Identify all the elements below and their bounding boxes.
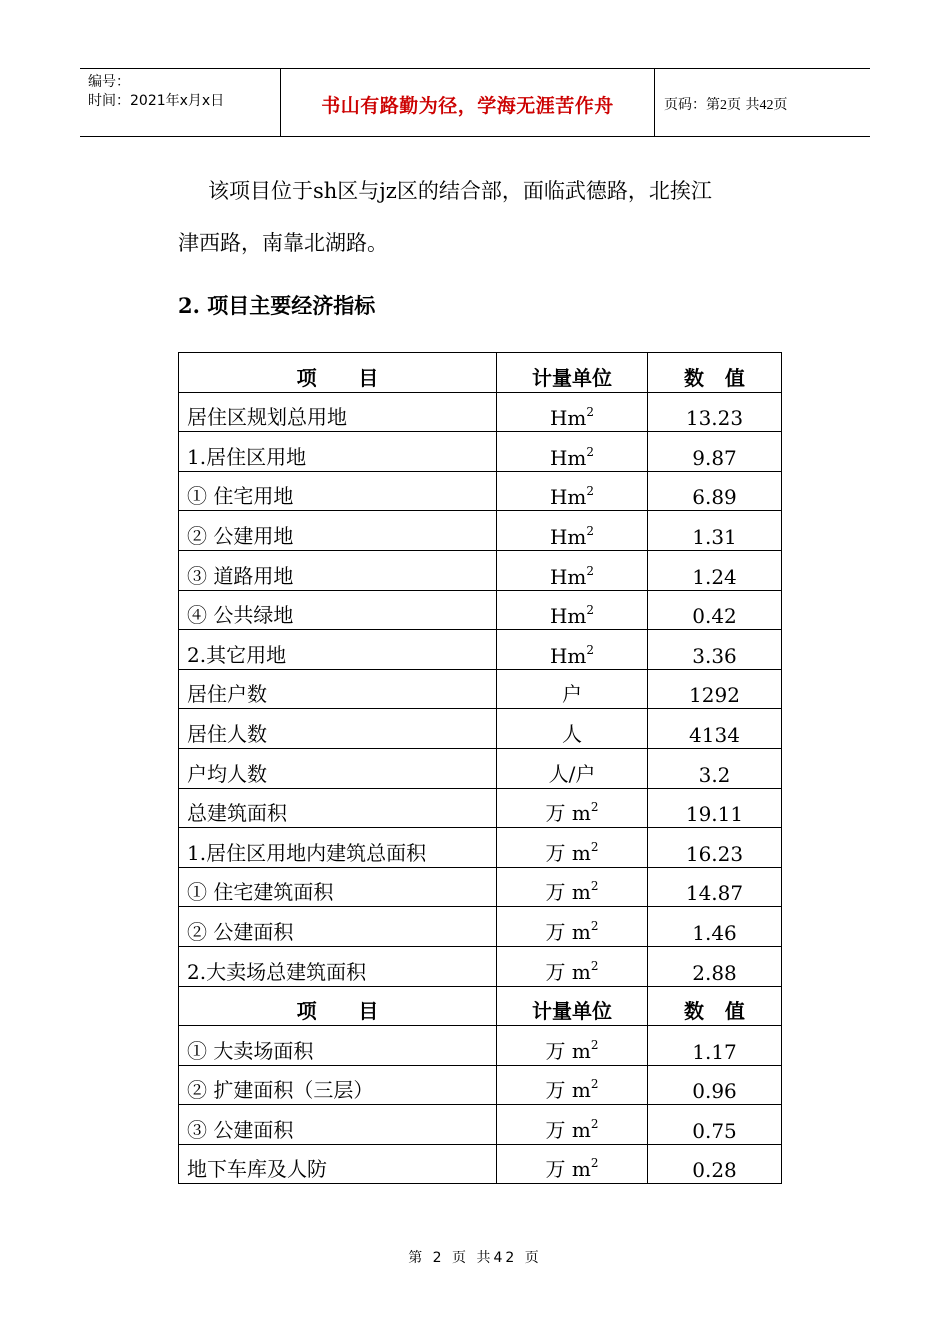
header-time-label: 时间：2021年x月x日 <box>88 93 225 109</box>
header-page-mid: 页 共 <box>727 97 760 113</box>
row-value: 13.23 <box>648 392 782 432</box>
unit-base: 户 <box>562 682 582 707</box>
unit-superscript: 2 <box>590 839 599 854</box>
row-value: 3.2 <box>648 748 782 788</box>
table-row <box>179 946 782 986</box>
row-item: 1.居住区用地 <box>179 432 497 472</box>
row-item: ② 公建面积 <box>179 907 497 947</box>
unit-superscript: 2 <box>590 1156 599 1171</box>
row-unit <box>497 669 648 709</box>
row-value: 0.75 <box>648 1105 782 1145</box>
row-value: 0.42 <box>648 590 782 630</box>
row-unit <box>497 432 648 472</box>
table-row <box>179 511 782 551</box>
row-value: 4134 <box>648 709 782 749</box>
page-header <box>80 68 870 137</box>
table-row <box>179 748 782 788</box>
unit-base: 人 <box>562 721 582 746</box>
unit-base: 万 m <box>545 1078 591 1103</box>
row-value: 0.96 <box>648 1065 782 1105</box>
page-footer <box>0 1247 950 1267</box>
row-unit <box>497 471 648 511</box>
table-row <box>179 432 782 472</box>
row-unit <box>497 946 648 986</box>
table-row <box>179 630 782 670</box>
row-item: 户均人数 <box>179 748 497 788</box>
unit-superscript: 2 <box>590 1116 599 1131</box>
unit-superscript: 2 <box>586 563 595 578</box>
row-value: 1.24 <box>648 550 782 590</box>
table-header-row <box>179 986 782 1026</box>
unit-superscript: 2 <box>586 405 595 420</box>
row-unit <box>497 748 648 788</box>
unit-superscript: 2 <box>586 642 595 657</box>
unit-base: Hm <box>549 604 587 629</box>
row-item: 2.其它用地 <box>179 630 497 670</box>
row-value: 9.87 <box>648 432 782 472</box>
header-code-label: 编号： <box>88 74 130 90</box>
row-unit <box>497 392 648 432</box>
header-page-number: 2 <box>720 98 727 113</box>
row-item: ② 公建用地 <box>179 511 497 551</box>
table-row <box>179 1144 782 1184</box>
row-item: ② 扩建面积（三层） <box>179 1065 497 1105</box>
unit-base: 万 m <box>545 880 591 905</box>
unit-base: 万 m <box>545 1038 591 1063</box>
unit-superscript: 2 <box>586 523 595 538</box>
row-unit <box>497 788 648 828</box>
row-value: 1.17 <box>648 1026 782 1066</box>
row-item: 地下车库及人防 <box>179 1144 497 1184</box>
header-page-suffix: 页 <box>773 97 788 113</box>
row-value: 19.11 <box>648 788 782 828</box>
unit-superscript: 2 <box>586 444 595 459</box>
row-unit <box>497 828 648 868</box>
header-divider <box>654 69 655 136</box>
unit-superscript: 2 <box>590 958 599 973</box>
row-unit <box>497 867 648 907</box>
row-item: ① 住宅用地 <box>179 471 497 511</box>
table-row <box>179 788 782 828</box>
row-item: 居住户数 <box>179 669 497 709</box>
table-row <box>179 867 782 907</box>
header-meta <box>88 73 224 111</box>
header-unit: 计量单位 <box>497 986 648 1026</box>
header-motto: 书山有路勤为径，学海无涯苦作舟 <box>321 95 614 117</box>
unit-superscript: 2 <box>590 800 599 815</box>
unit-superscript: 2 <box>590 1077 599 1092</box>
table-header-row <box>179 353 782 393</box>
unit-base: Hm <box>549 406 587 431</box>
row-item: 2.大卖场总建筑面积 <box>179 946 497 986</box>
unit-base: 人/户 <box>548 761 596 786</box>
row-unit <box>497 709 648 749</box>
unit-base: 万 m <box>545 1117 591 1142</box>
row-value: 1.46 <box>648 907 782 947</box>
table-row <box>179 471 782 511</box>
unit-base: Hm <box>549 524 587 549</box>
row-item: ③ 道路用地 <box>179 550 497 590</box>
row-unit <box>497 1144 648 1184</box>
row-item: 居住人数 <box>179 709 497 749</box>
row-item: 总建筑面积 <box>179 788 497 828</box>
header-item: 项 目 <box>179 986 497 1026</box>
location-paragraph <box>178 165 818 269</box>
row-unit <box>497 1105 648 1145</box>
paragraph-line: 津西路，南靠北湖路。 <box>178 231 388 255</box>
unit-base: Hm <box>549 643 587 668</box>
unit-superscript: 2 <box>586 603 595 618</box>
header-item: 项 目 <box>179 353 497 393</box>
unit-superscript: 2 <box>590 918 599 933</box>
row-unit <box>497 550 648 590</box>
unit-superscript: 2 <box>590 1037 599 1052</box>
row-value: 6.89 <box>648 471 782 511</box>
unit-base: Hm <box>549 564 587 589</box>
table-row <box>179 669 782 709</box>
row-value: 1292 <box>648 669 782 709</box>
row-unit <box>497 511 648 551</box>
table-row <box>179 1026 782 1066</box>
table-row <box>179 907 782 947</box>
header-unit: 计量单位 <box>497 353 648 393</box>
header-value: 数 值 <box>648 986 782 1026</box>
paragraph-line: 该项目位于sh区与jz区的结合部，面临武德路，北挨江 <box>208 179 712 203</box>
row-value: 16.23 <box>648 828 782 868</box>
unit-base: 万 m <box>545 801 591 826</box>
table-row <box>179 590 782 630</box>
footer-prefix: 第 <box>408 1250 426 1266</box>
row-item: ④ 公共绿地 <box>179 590 497 630</box>
row-item: ① 住宅建筑面积 <box>179 867 497 907</box>
section-title: 2. 项目主要经济指标 <box>178 293 376 318</box>
row-unit <box>497 907 648 947</box>
unit-base: 万 m <box>545 840 591 865</box>
unit-base: 万 m <box>545 1157 591 1182</box>
table-row <box>179 709 782 749</box>
table-row <box>179 392 782 432</box>
footer-page-total: 42 <box>493 1250 518 1266</box>
header-page-info <box>664 94 787 114</box>
unit-superscript: 2 <box>590 879 599 894</box>
table-row <box>179 550 782 590</box>
row-value: 2.88 <box>648 946 782 986</box>
header-page-total: 42 <box>759 98 774 113</box>
footer-suffix: 页 <box>524 1250 542 1266</box>
unit-base: Hm <box>549 445 587 470</box>
table-row <box>179 1065 782 1105</box>
unit-base: 万 m <box>545 919 591 944</box>
table-row <box>179 828 782 868</box>
row-unit <box>497 1026 648 1066</box>
row-unit <box>497 630 648 670</box>
row-value: 14.87 <box>648 867 782 907</box>
economic-indicators-table <box>178 352 782 1184</box>
unit-base: 万 m <box>545 959 591 984</box>
row-item: 居住区规划总用地 <box>179 392 497 432</box>
row-unit <box>497 1065 648 1105</box>
footer-mid: 页 共 <box>452 1250 494 1266</box>
header-value: 数 值 <box>648 353 782 393</box>
row-unit <box>497 590 648 630</box>
row-value: 3.36 <box>648 630 782 670</box>
table-row <box>179 1105 782 1145</box>
unit-superscript: 2 <box>586 484 595 499</box>
unit-base: Hm <box>549 485 587 510</box>
header-page-prefix: 页码：第 <box>664 97 720 113</box>
row-item: ① 大卖场面积 <box>179 1026 497 1066</box>
footer-page-number: 2 <box>432 1250 445 1266</box>
row-value: 1.31 <box>648 511 782 551</box>
row-item: 1.居住区用地内建筑总面积 <box>179 828 497 868</box>
row-item: ③ 公建面积 <box>179 1105 497 1145</box>
row-value: 0.28 <box>648 1144 782 1184</box>
